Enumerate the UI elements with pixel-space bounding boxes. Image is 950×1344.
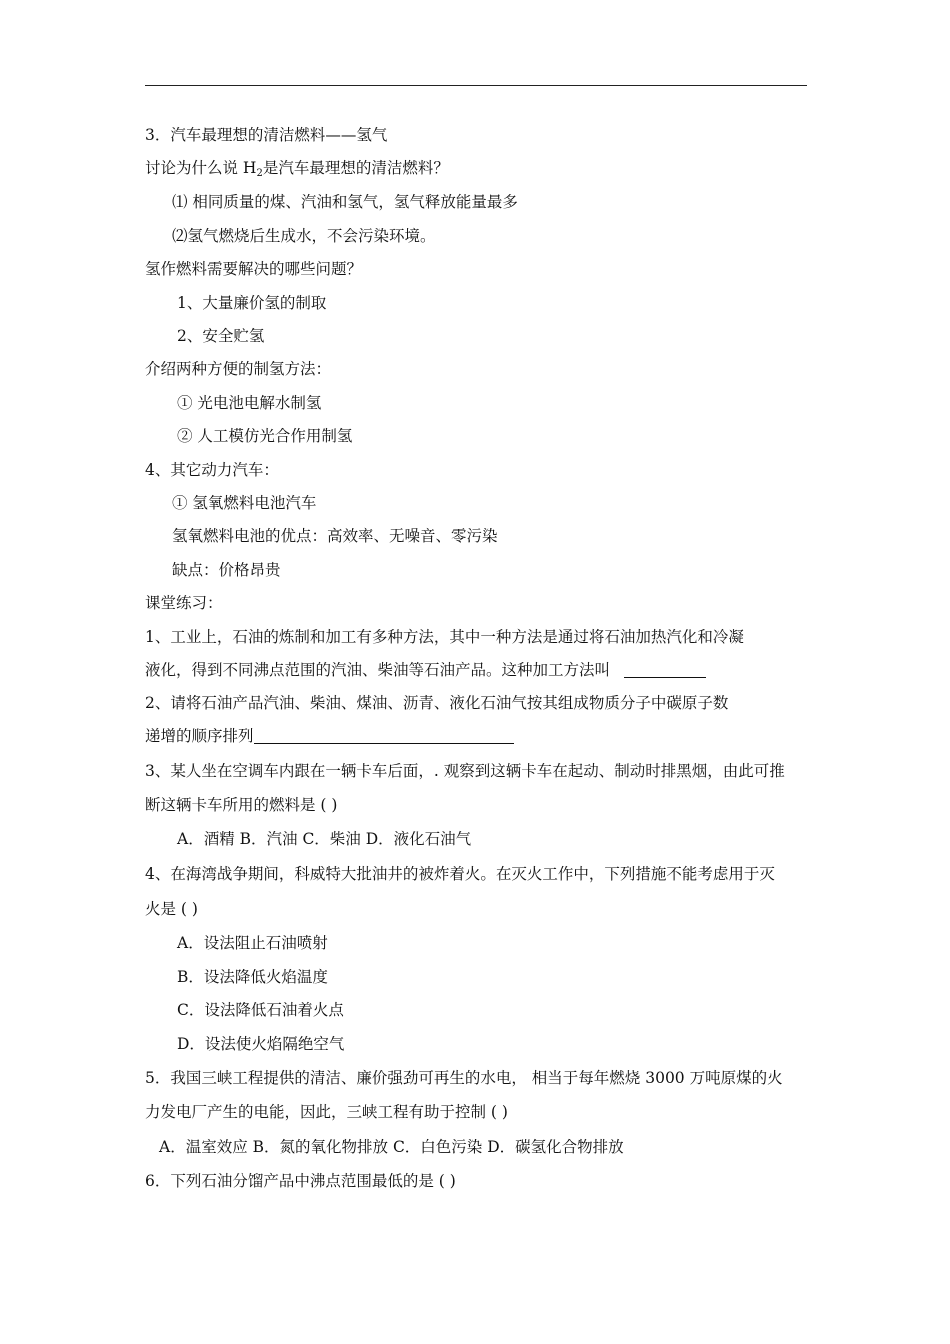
- other-vehicles-heading: 4、其它动力汽车：: [145, 461, 279, 479]
- question-5-line-2: 力发电厂产生的电能，因此，三峡工程有助于控制 ( ): [145, 1103, 508, 1121]
- method-1: ① 光电池电解水制氢: [177, 394, 322, 412]
- section-heading: 3．汽车最理想的清洁燃料——氢气: [145, 126, 388, 144]
- question-4-line-2: 火是 ( ): [145, 900, 198, 918]
- question-3-line-2: 断这辆卡车所用的燃料是 ( ): [145, 796, 338, 814]
- discussion-question: 讨论为什么说 $H_2$是汽车最理想的清洁燃料？: [145, 159, 449, 179]
- question-6: 6．下列石油分馏产品中沸点范围最低的是 ( ): [145, 1172, 456, 1190]
- header-rule: [145, 85, 807, 86]
- answer-blank: [254, 727, 514, 744]
- reason-2: ⑵氢气燃烧后生成水，不会污染环境。: [172, 227, 436, 245]
- question-2-line-1: 2、请将石油产品汽油、柴油、煤油、沥青、液化石油气按其组成物质分子中碳原子数: [145, 694, 729, 712]
- question-4-line-1: 4、在海湾战争期间，科威特大批油井的被炸着火。在灭火工作中，下列措施不能考虑用于灭: [145, 865, 775, 883]
- question-5-options: A．温室效应 B．氮的氧化物排放 C．白色污染 D．碳氢化合物排放: [159, 1138, 624, 1156]
- fuel-cell-car: ① 氢氧燃料电池汽车: [172, 494, 317, 512]
- fuel-cell-disadvantages: 缺点：价格昂贵: [172, 561, 281, 579]
- answer-blank: [624, 661, 706, 678]
- question-3-line-1: 3、某人坐在空调车内跟在一辆卡车后面，. 观察到这辆卡车在起动、制动时排黑烟，由此可推: [145, 762, 785, 780]
- question-4-option-c: C．设法降低石油着火点: [177, 1001, 344, 1019]
- problem-1: 1、大量廉价氢的制取: [177, 294, 327, 312]
- methods-heading: 介绍两种方便的制氢方法：: [145, 360, 332, 378]
- question-1-line-2: 液化，得到不同沸点范围的汽油、柴油等石油产品。这种加工方法叫: [145, 660, 706, 680]
- question-4-option-d: D．设法使火焰隔绝空气: [177, 1035, 345, 1053]
- reason-1: ⑴ 相同质量的煤、汽油和氢气，氢气释放能量最多: [172, 193, 518, 211]
- method-2: ② 人工模仿光合作用制氢: [177, 427, 353, 445]
- fuel-cell-advantages: 氢氧燃料电池的优点：高效率、无噪音、零污染: [172, 527, 498, 545]
- question-2-line-2: 递增的顺序排列: [145, 726, 514, 746]
- question-3-options: A．酒精 B．汽油 C．柴油 D．液化石油气: [177, 830, 472, 848]
- problems-heading: 氢作燃料需要解决的哪些问题？: [145, 260, 363, 278]
- exercise-heading: 课堂练习：: [145, 594, 223, 612]
- question-4-option-a: A．设法阻止石油喷射: [177, 934, 328, 952]
- problem-2: 2、安全贮氢: [177, 327, 265, 345]
- question-1-line-1: 1、工业上，石油的炼制和加工有多种方法，其中一种方法是通过将石油加热汽化和冷凝: [145, 628, 744, 646]
- question-5-line-1: 5．我国三峡工程提供的清洁、廉价强劲可再生的水电， 相当于每年燃烧 3000 万吨原煤的火: [145, 1069, 783, 1087]
- question-4-option-b: B．设法降低火焰温度: [177, 968, 328, 986]
